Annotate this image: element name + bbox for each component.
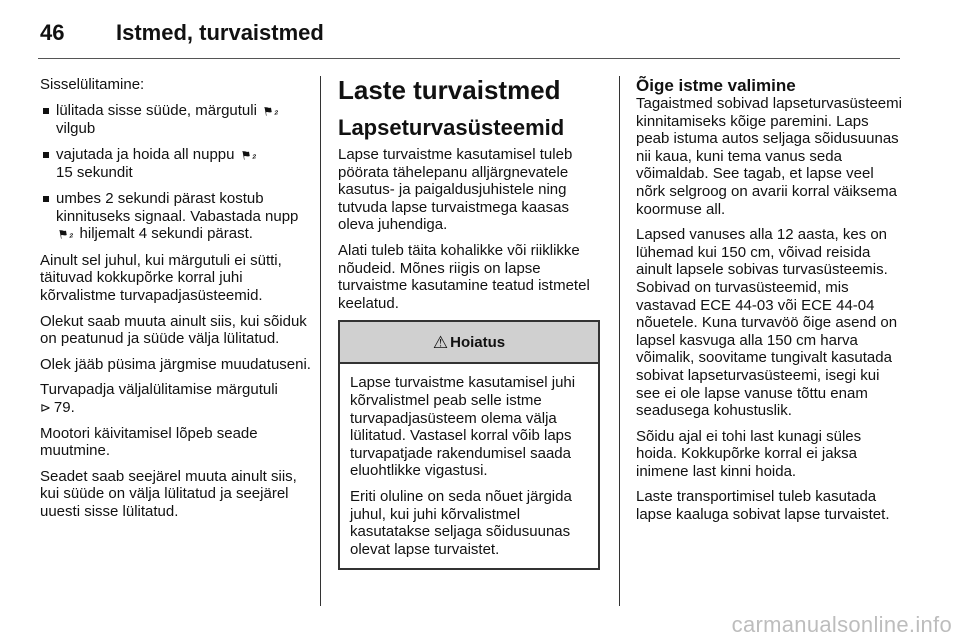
child-seat-icon: ⚑₂ xyxy=(261,102,280,119)
paragraph-with-reference: Turvapadja väljalülitamise märgutuli ⊳ 79. xyxy=(40,381,278,416)
child-seat-icon: ⚑₂ xyxy=(239,146,257,164)
paragraph: Olek jääb püsima järgmise muudatuseni. xyxy=(40,355,311,373)
paragraph: Mootori käivitamisel lõpeb seade muutmine. xyxy=(40,424,258,460)
page-number: 46 xyxy=(40,20,65,45)
paragraph: Lapsed vanuses alla 12 aasta, kes on lühemad kui 150 cm, võivad reisida ainult lapsele sobivas turvasüsteemis. Sobivad on turvasüsteemid, mis vastavad ECE 44-03 või ECE 44-04 nõuetele. Kuna turvavöö õige asend on lapsel kasvuga alla 150 cm harva võimalik, soovitame tungivalt kasutada sobivat lapseturvasüsteemi, isegi kui see ei ole lapse vanuse tõttu enam seadusega kohustuslik. xyxy=(636,226,898,420)
paragraph: Lapse turvaistme kasutamisel tuleb pöörata tähelepanu alljärgnevatele kasutus- ja paigaldusjuhistele ning tutvuda lapse turvaistmega kaasas oleva juhendiga. xyxy=(338,146,573,234)
paragraph: Tagaistmed sobivad lapseturvasüsteemi kinnitamiseks kõige paremini. Laps peab istuma autos seljaga sõidusuunas nii kaua, kuni tema vanus seda võimaldab. See tagab, et lapse veel nõrk selgroog on avarii korral väiksema koormuse all. xyxy=(636,95,902,218)
page-reference-icon: ⊳ xyxy=(40,399,51,415)
subsection-heading: Õige istme valimine xyxy=(636,76,796,95)
column-3 xyxy=(636,76,904,532)
header-rule xyxy=(38,58,900,59)
paragraph: Alati tuleb täita kohalikke või riiklikke nõudeid. Mõnes riigis on lapse turvaistme kasutamine teatud istmetel keelatud. xyxy=(338,241,590,312)
warning-body xyxy=(340,364,598,568)
warning-triangle-icon: ⚠ xyxy=(432,332,449,352)
column-divider-1 xyxy=(320,76,321,606)
section-heading: Laste turvaistmed xyxy=(338,75,561,105)
list-item: lülitada sisse süüde, märgutuli ⚑₂ vilgub xyxy=(40,102,312,138)
column-divider-2 xyxy=(619,76,620,606)
subsection-heading: Lapseturvasüsteemid xyxy=(338,115,565,140)
page-header xyxy=(40,18,324,48)
paragraph: Laste transportimisel tuleb kasutada lapse kaaluga sobivat lapse turvaistet. xyxy=(636,488,890,524)
page-title: Istmed, turvaistmed xyxy=(116,20,324,45)
warning-paragraph: Lapse turvaistme kasutamisel juhi kõrvalistmel peab selle istme turvapadjasüsteem olema välja lülitatud. Vastasel korral võib laps turvapatjade rakendumisel saada eluohtlikke vigastusi. xyxy=(350,374,576,480)
list-item: umbes 2 sekundi pärast kostub kinnituseks signaal. Vabastada nupp ⚑₂ hiljemalt 4 sekundi pärast. xyxy=(40,190,312,244)
steps-list xyxy=(40,102,312,244)
paragraph: Sõidu ajal ei tohi last kunagi süles hoida. Kokkupõrke korral ei jaksa inimene last kinni hoida. xyxy=(636,427,862,480)
warning-header xyxy=(340,322,598,364)
page-reference-link[interactable]: 79. xyxy=(53,398,75,416)
warning-paragraph: Eriti oluline on seda nõuet järgida juhul, kui juhi kõrvalistmel kasutatakse seljaga sõidusuunas olevat lapse turvaistet. xyxy=(350,487,572,558)
paragraph: Seadet saab seejärel muuta ainult siis, kui süüde on välja lülitatud ja seejärel uuesti sisse lülitatud. xyxy=(40,467,297,520)
column-1 xyxy=(40,76,312,528)
child-seat-icon: ⚑₂ xyxy=(56,225,75,243)
intro-text: Sisselülitamine: xyxy=(40,76,145,93)
list-item: vajutada ja hoida all nuppu ⚑₂ 15 sekundit xyxy=(40,146,312,182)
watermark-logo: carmanualsonline.info xyxy=(731,612,952,637)
warning-box xyxy=(338,320,600,570)
paragraph: Olekut saab muuta ainult siis, kui sõiduk on peatunud ja süüde välja lülitatud. xyxy=(40,312,307,348)
warning-title: Hoiatus xyxy=(450,333,506,351)
paragraph: Ainult sel juhul, kui märgutuli ei sütti, täituvad kokkupõrke korral juhi kõrvalistme turvapadjasüsteemid. xyxy=(40,251,282,304)
column-2 xyxy=(338,76,600,570)
